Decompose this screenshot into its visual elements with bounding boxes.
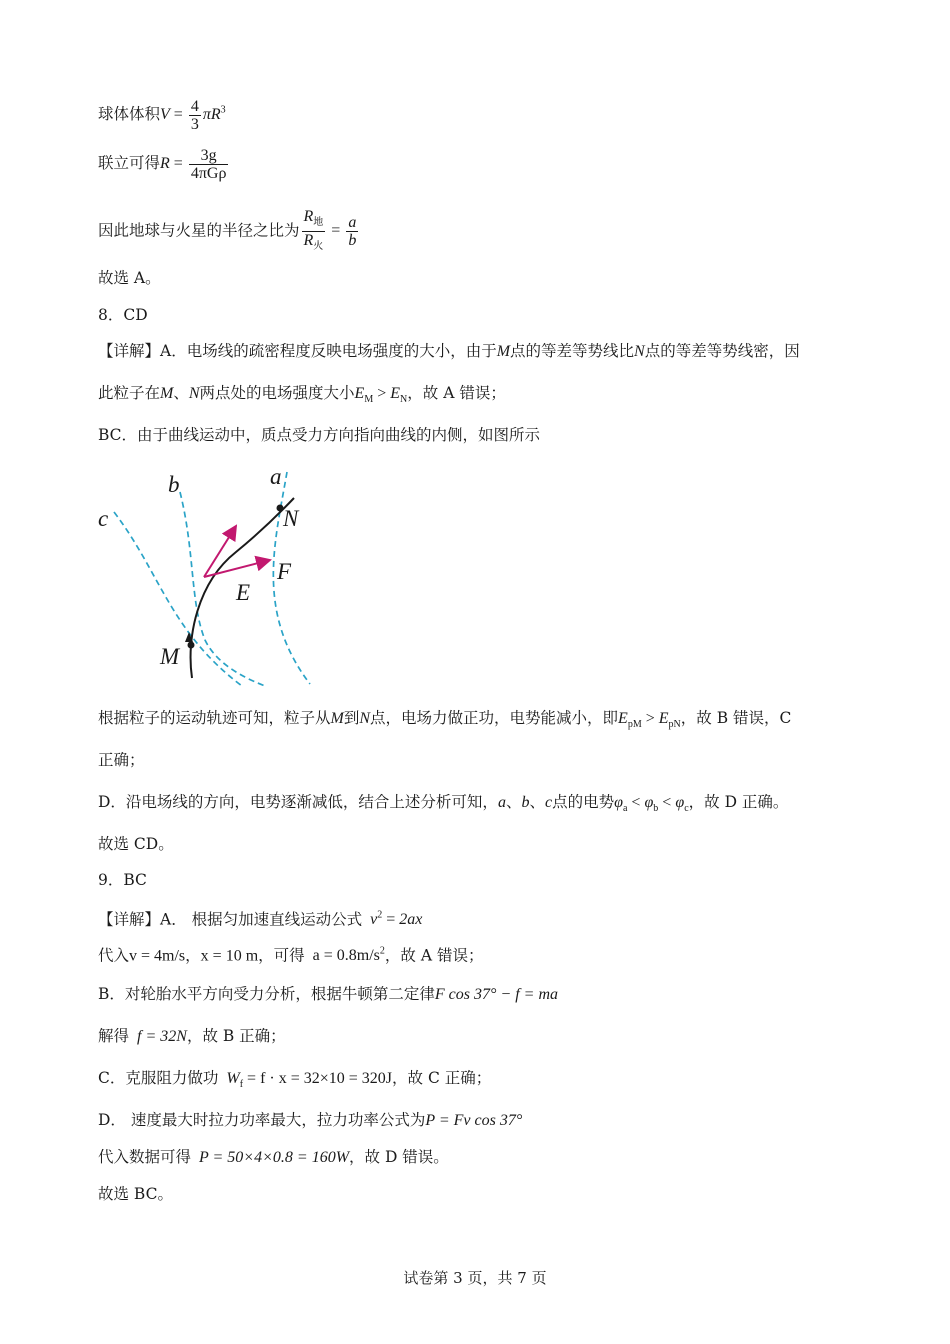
fraction-R-ratio bbox=[302, 208, 326, 255]
text: 联立可得 bbox=[98, 154, 161, 173]
fraction-3g bbox=[189, 147, 229, 182]
sub-earth: 地 bbox=[313, 217, 324, 229]
newton-law: F cos 37° − f = ma bbox=[434, 986, 558, 1003]
var-b: b bbox=[521, 794, 530, 811]
var-E: E bbox=[354, 385, 365, 402]
greater: > bbox=[641, 710, 659, 727]
numerator bbox=[302, 208, 326, 232]
f-value: f = 32N bbox=[137, 1028, 187, 1045]
var-v: v bbox=[370, 911, 378, 929]
var-c: c bbox=[544, 794, 553, 811]
equals: = bbox=[169, 155, 187, 173]
rhs: 2ax bbox=[399, 911, 423, 929]
q9-data-line bbox=[98, 1147, 449, 1168]
var-V: V bbox=[160, 106, 170, 124]
text: ，故 D 正确。 bbox=[688, 793, 789, 811]
q8-bc-line: BC．由于曲线运动中，质点受力方向指向曲线的内侧，如图所示 bbox=[98, 426, 541, 444]
label-N: N bbox=[283, 506, 299, 531]
text: ， bbox=[185, 946, 201, 965]
sub-a: a bbox=[622, 803, 628, 815]
text: 根据粒子的运动轨迹可知，粒子从 bbox=[98, 709, 331, 727]
text: D． 速度最大时拉力功率最大，拉力功率公式为 bbox=[98, 1111, 426, 1129]
text: ，故 D 错误。 bbox=[349, 1148, 449, 1166]
var-R: R bbox=[160, 155, 170, 173]
text: 点的等差等势线比 bbox=[510, 342, 635, 360]
var-a: a bbox=[497, 794, 506, 811]
less: < bbox=[627, 794, 645, 811]
text: 点的等差等势线密，因 bbox=[644, 342, 800, 360]
page-footer: 试卷第 3 页，共 7 页 bbox=[403, 1269, 547, 1287]
combine-line bbox=[98, 147, 230, 182]
equals: = bbox=[169, 106, 187, 124]
q9-c-line bbox=[98, 1068, 491, 1095]
label-c: c bbox=[98, 506, 109, 531]
exponent: 2 bbox=[379, 946, 385, 957]
text: 点，电场力做正功，电势能减小，即 bbox=[370, 709, 619, 727]
answer-8-line: 故选 CD。 bbox=[98, 835, 174, 853]
answer-7-line: 故选 A。 bbox=[98, 269, 161, 287]
text: 两点处的电场强度大小 bbox=[199, 384, 355, 402]
text: ，故 A 错误； bbox=[407, 384, 506, 402]
q9-solve-line bbox=[98, 1026, 286, 1047]
var-b: b bbox=[348, 232, 357, 250]
label-M: M bbox=[160, 644, 180, 669]
denominator bbox=[346, 232, 358, 249]
q9-b-line bbox=[98, 984, 558, 1005]
answer-9-line: 故选 BC。 bbox=[98, 1185, 173, 1203]
work-rhs: = f · x = 32×10 = 320J bbox=[243, 1070, 393, 1087]
numerator: 3g bbox=[189, 147, 229, 165]
var-M: M bbox=[496, 343, 511, 360]
var-E: E bbox=[390, 385, 401, 402]
a-value: a = 0.8m/s bbox=[312, 947, 380, 965]
text: 代入 bbox=[98, 946, 130, 965]
text: 球体体积 bbox=[98, 105, 161, 124]
text: 、 bbox=[173, 384, 189, 402]
denominator bbox=[302, 232, 326, 255]
text: B．对轮胎水平方向受力分析，根据牛顿第二定律 bbox=[98, 985, 435, 1003]
var-E: E bbox=[618, 710, 628, 727]
text: 代入数据可得 bbox=[98, 1148, 192, 1166]
var-E: E bbox=[658, 710, 669, 727]
sub-M: M bbox=[364, 394, 374, 406]
q8-correct-line: 正确； bbox=[98, 751, 145, 769]
label-a: a bbox=[270, 464, 282, 489]
sub-c: c bbox=[684, 803, 689, 815]
radius-ratio-line bbox=[98, 208, 360, 255]
q8-detail-line-1 bbox=[98, 341, 800, 362]
text: 因此地球与火星的半径之比为 bbox=[98, 221, 300, 240]
equals: = bbox=[382, 911, 400, 929]
numerator bbox=[346, 214, 358, 232]
q8-d-line bbox=[98, 792, 788, 819]
var-N: N bbox=[634, 343, 645, 360]
var-R: R bbox=[303, 208, 314, 225]
var-phi: φ bbox=[675, 794, 685, 811]
text: 到 bbox=[343, 709, 360, 727]
point-M bbox=[188, 642, 195, 649]
text: 点的电势 bbox=[552, 793, 615, 811]
label-F: F bbox=[277, 559, 292, 584]
sub-b: b bbox=[653, 803, 659, 815]
exponent: 2 bbox=[377, 910, 383, 921]
denominator: 3 bbox=[190, 116, 199, 133]
var-W: W bbox=[226, 1070, 240, 1087]
var-a: a bbox=[348, 214, 357, 232]
sub-f: f bbox=[239, 1079, 244, 1091]
var-R: R bbox=[303, 232, 314, 250]
text: 、 bbox=[505, 793, 522, 811]
equals: = bbox=[327, 222, 345, 240]
text: ，故 C 正确； bbox=[392, 1069, 492, 1087]
var-N: N bbox=[188, 385, 200, 402]
text: ，故 B 正确； bbox=[186, 1027, 286, 1045]
less: < bbox=[658, 794, 676, 811]
question-9-heading: 9．BC bbox=[98, 871, 147, 889]
text: 【详解】A．电场线的疏密程度反映电场强度的大小，由于 bbox=[98, 342, 497, 360]
q9-d-line bbox=[98, 1110, 522, 1131]
numerator: 4 bbox=[190, 98, 199, 115]
q9-substitute-line bbox=[98, 942, 483, 966]
x-value: x = 10 m bbox=[200, 947, 259, 965]
var-N: N bbox=[359, 710, 371, 727]
text: D．沿电场线的方向，电势逐渐减低，结合上述分析可知， bbox=[98, 793, 498, 811]
var-M: M bbox=[160, 385, 174, 402]
power-law: P = Fv cos 37° bbox=[425, 1112, 523, 1129]
greater: > bbox=[373, 385, 391, 402]
var-phi: φ bbox=[644, 794, 654, 811]
sub-pN: pN bbox=[668, 719, 681, 731]
text: C．克服阻力做功 bbox=[98, 1069, 219, 1087]
q8-detail-line-2 bbox=[98, 383, 506, 410]
fraction-4-3 bbox=[189, 98, 201, 133]
text: ，可得 bbox=[258, 946, 305, 965]
power-value: P = 50×4×0.8 = 160W bbox=[199, 1149, 350, 1166]
sub-mars: 火 bbox=[313, 241, 324, 253]
label-E: E bbox=[236, 580, 251, 605]
dashed-line-b bbox=[180, 492, 265, 686]
question-8-heading: 8．CD bbox=[98, 306, 148, 324]
fraction-a-b bbox=[346, 214, 358, 249]
q9-a-line bbox=[98, 906, 422, 930]
sphere-volume-line bbox=[98, 98, 226, 133]
text: 、 bbox=[529, 793, 545, 811]
sub-N: N bbox=[400, 394, 408, 406]
text: 解得 bbox=[98, 1027, 130, 1045]
text: 此粒子在 bbox=[98, 384, 161, 402]
var-phi: φ bbox=[614, 794, 623, 811]
exponent: 3 bbox=[220, 104, 226, 116]
q8-trajectory-line bbox=[98, 708, 791, 735]
text: ，故 A 错误； bbox=[384, 946, 484, 965]
var-M: M bbox=[330, 710, 344, 727]
v-value: v = 4m/s bbox=[129, 947, 186, 965]
text: 【详解】A． 根据匀加速直线运动公式 bbox=[98, 910, 363, 929]
pi-R: πR bbox=[202, 106, 221, 124]
label-b: b bbox=[168, 472, 180, 497]
field-line-diagram bbox=[90, 462, 350, 694]
text: ，故 B 错误，C bbox=[680, 709, 792, 727]
sub-pM: pM bbox=[627, 719, 642, 731]
denominator: 4πGρ bbox=[190, 165, 227, 182]
